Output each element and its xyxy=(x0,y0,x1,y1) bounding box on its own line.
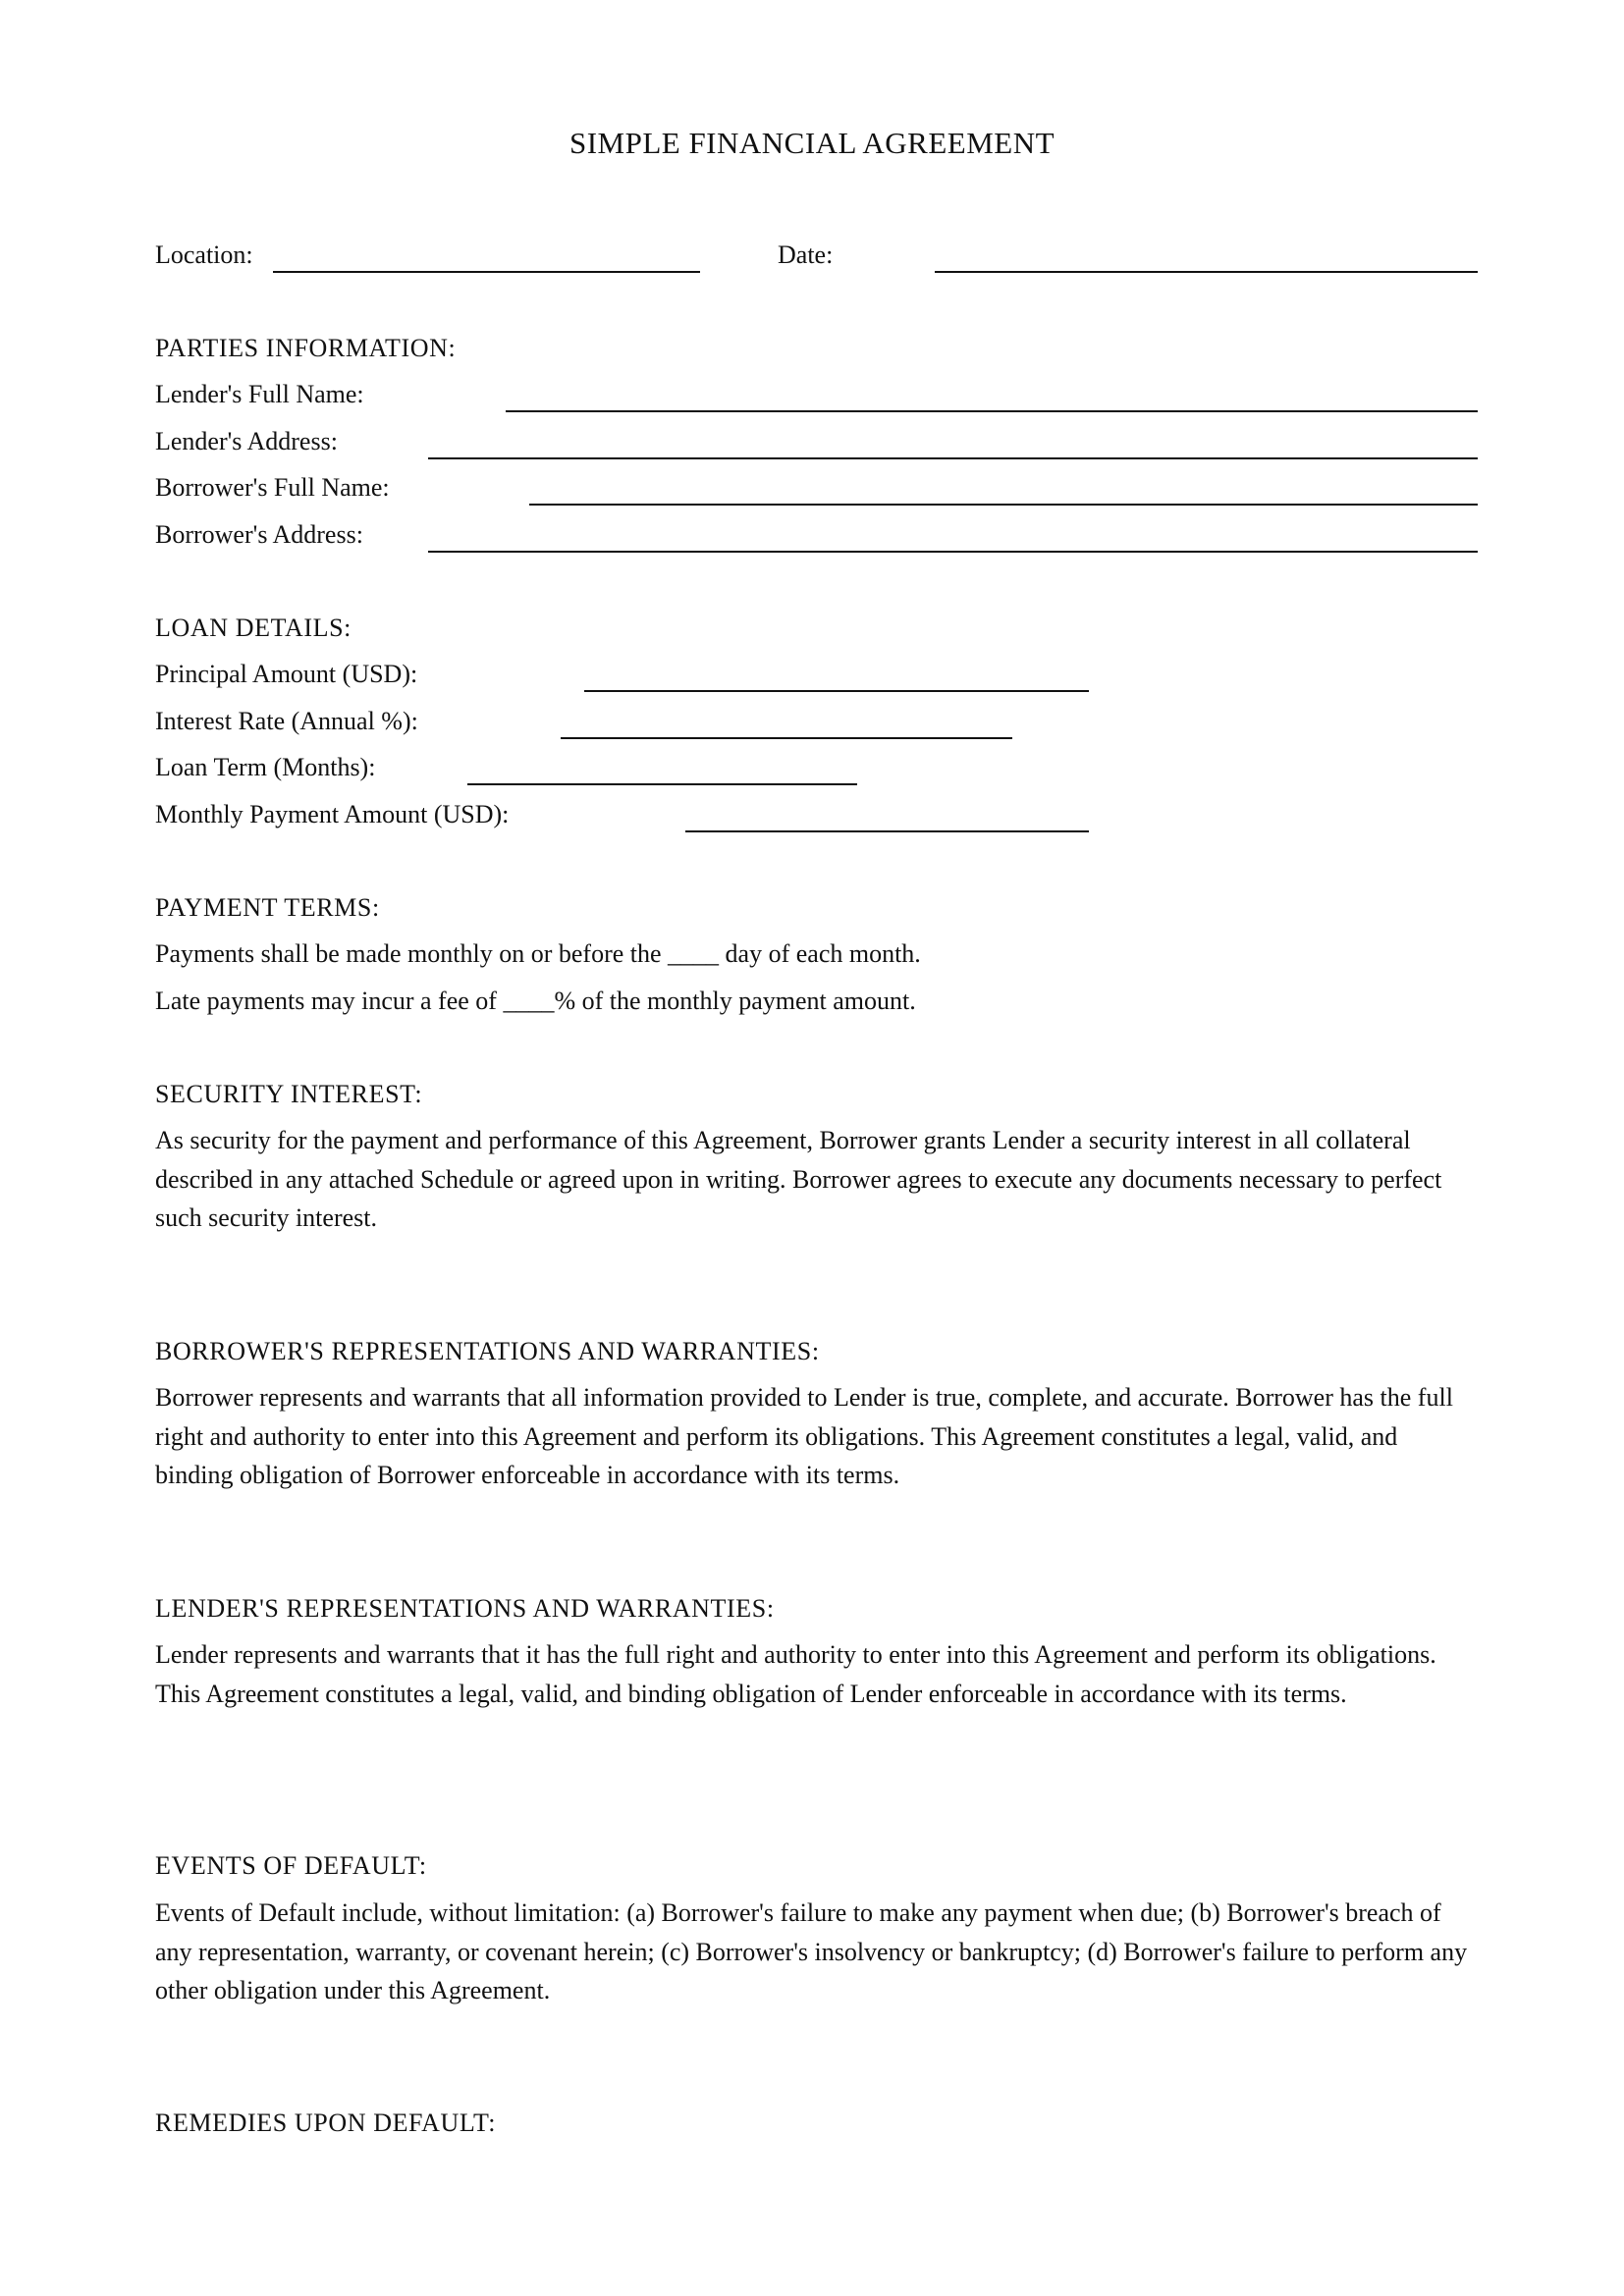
events-of-default-body: Events of Default include, without limitation: (a) Borrower's failure to make any payment when due; (b) Borrower's breach of any representation, warranty, or covenant herein; (c) Borrower's insolvency or bankruptcy; (d) Borrower's failure to perform any other obligation under this Agreement. xyxy=(155,1898,1468,2004)
borrower-reps-heading: BORROWER'S REPRESENTATIONS AND WARRANTIES: xyxy=(155,1337,820,1365)
loan-term-label: Loan Term (Months): xyxy=(155,753,376,781)
principal-label: Principal Amount (USD): xyxy=(155,660,418,688)
security-interest-heading: SECURITY INTEREST: xyxy=(155,1080,423,1108)
borrower-address-label: Borrower's Address: xyxy=(155,520,363,549)
monthly-payment-blank-line[interactable] xyxy=(685,830,1089,832)
borrower-name-label: Borrower's Full Name: xyxy=(155,473,390,502)
location-label: Location: xyxy=(155,240,253,269)
document-title: SIMPLE FINANCIAL AGREEMENT xyxy=(568,126,1056,160)
payment-terms-heading: PAYMENT TERMS: xyxy=(155,893,380,922)
lender-name-blank-line[interactable] xyxy=(506,410,1478,412)
principal-blank-line[interactable] xyxy=(584,690,1089,692)
lender-name-label: Lender's Full Name: xyxy=(155,380,364,408)
lender-address-label: Lender's Address: xyxy=(155,427,338,455)
borrower-address-blank-line[interactable] xyxy=(428,551,1478,553)
borrower-reps-body: Borrower represents and warrants that all information provided to Lender is true, complete, and accurate. Borrower has the full right and authority to enter into this Agreement and perform its obligations. This Agreement constitutes a legal, valid, and binding obligation of Borrower enforceable in accordance with its terms. xyxy=(155,1383,1453,1489)
loan-term-blank-line[interactable] xyxy=(467,783,857,785)
payment-terms-line-1: Payments shall be made monthly on or before the ____ day of each month. xyxy=(155,939,921,968)
date-blank-line[interactable] xyxy=(935,271,1478,273)
security-interest-body: As security for the payment and performance of this Agreement, Borrower grants Lender a security interest in all collateral described in any attached Schedule or agreed upon in writing. Borrower agrees to execute any documents necessary to perfect such security interest. xyxy=(155,1126,1442,1232)
events-of-default-heading: EVENTS OF DEFAULT: xyxy=(155,1851,427,1880)
lender-reps-body: Lender represents and warrants that it has the full right and authority to enter into this Agreement and perform its obligations. This Agreement constitutes a legal, valid, and binding obligation of Lender enforceable in accordance with its terms. xyxy=(155,1640,1436,1708)
location-blank-line[interactable] xyxy=(273,271,700,273)
date-label: Date: xyxy=(778,240,834,269)
lender-reps-heading: LENDER'S REPRESENTATIONS AND WARRANTIES: xyxy=(155,1594,775,1623)
parties-heading: PARTIES INFORMATION: xyxy=(155,334,457,362)
payment-terms-line-2: Late payments may incur a fee of ____% of the monthly payment amount. xyxy=(155,987,916,1015)
interest-rate-blank-line[interactable] xyxy=(561,737,1012,739)
interest-rate-label: Interest Rate (Annual %): xyxy=(155,707,418,735)
lender-address-blank-line[interactable] xyxy=(428,457,1478,459)
remedies-heading: REMEDIES UPON DEFAULT: xyxy=(155,2109,497,2137)
borrower-name-blank-line[interactable] xyxy=(529,504,1478,506)
monthly-payment-label: Monthly Payment Amount (USD): xyxy=(155,800,510,828)
loan-details-heading: LOAN DETAILS: xyxy=(155,614,352,642)
